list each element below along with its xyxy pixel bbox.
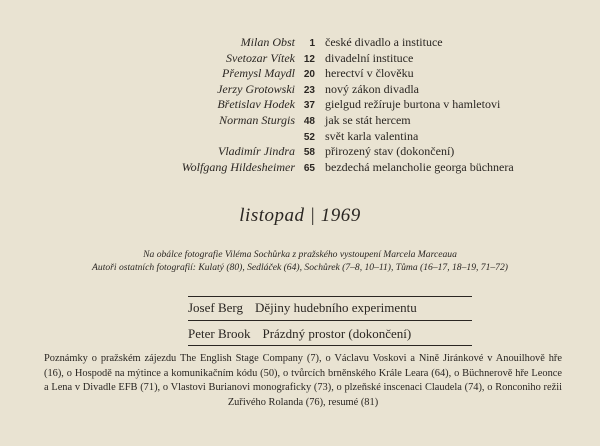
toc-author: Milan Obst — [240, 35, 295, 49]
toc-page-number: 20 — [303, 69, 315, 81]
other-photo-credits: Autoři ostatních fotografií: Kulatý (80), Sedláček (64), Sochůrek (7–8, 10–11), Tůma (16–17, 18–19, 71–72) — [92, 262, 508, 273]
toc-title: nový zákon divadla — [325, 81, 419, 96]
toc-title: divadelní instituce — [325, 50, 414, 65]
notes-paragraph: Poznámky o pražském zájezdu The English Stage Company (7), o Václavu Voskovi a Nině Jiránkové v Anouilhově hře (16), o Hospodě na mýtince a komunikačním kódu (50), o tvůrcích brněnského Krále Leara (64), o Büchnerově hře Leonce a Lena v Divadle EFB (71), o Vlastovi Burianovi monograficky (73), o plzeňské inscenaci Claudela (74), o Ronconiho režii Zuřivého Rolanda (76), resumé (81) — [44, 353, 562, 408]
toc-row — [150, 129, 580, 145]
toc-row — [150, 144, 580, 160]
toc-row — [150, 113, 580, 129]
issue-date: listopad | 1969 — [239, 205, 361, 226]
toc-page-number: 52 — [303, 131, 315, 143]
toc-row — [150, 82, 580, 98]
toc-title: české divadlo a instituce — [325, 35, 443, 49]
toc-author: Přemysl Maydl — [222, 66, 295, 81]
toc-page-number: 37 — [303, 100, 315, 112]
table-of-contents — [150, 35, 580, 175]
toc-page-number: 58 — [303, 147, 315, 159]
supplement-title: Prázdný prostor (dokončení) — [262, 326, 412, 341]
toc-row — [150, 97, 580, 113]
divider-rule — [188, 345, 472, 346]
toc-author: Břetislav Hodek — [217, 97, 295, 112]
toc-author: Vladimír Jindra — [218, 144, 295, 159]
supplement-entry — [188, 326, 472, 342]
toc-page-number: 12 — [303, 53, 315, 65]
supplement-author: Peter Brook — [188, 326, 251, 341]
toc-title: přirozený stav (dokončení) — [325, 144, 455, 159]
supplement-title: Dějiny hudebního experimentu — [255, 300, 417, 315]
toc-row — [150, 51, 580, 67]
toc-title: jak se stát hercem — [325, 112, 411, 127]
toc-row — [150, 66, 580, 82]
divider-rule — [188, 320, 472, 321]
supplement-author: Josef Berg — [188, 300, 244, 315]
toc-page-number: 65 — [303, 162, 315, 174]
supplement-entry — [188, 300, 472, 316]
toc-author: Norman Sturgis — [219, 112, 295, 127]
toc-title: svět karla valentina — [325, 128, 419, 143]
toc-title: herectví v člověku — [325, 66, 414, 81]
photo-credits — [0, 248, 600, 274]
toc-author: Jerzy Grotowski — [217, 81, 295, 96]
toc-author: Wolfgang Hildesheimer — [181, 159, 295, 174]
toc-title: gielgud režíruje burtona v hamletovi — [325, 97, 501, 112]
cover-photo-credit: Na obálce fotografie Viléma Sochůrka z pražského vystoupení Marcela Marceaua — [143, 249, 457, 260]
toc-title: bezdechá melancholie georga büchnera — [325, 159, 514, 174]
toc-row — [150, 35, 580, 51]
toc-page-number: 48 — [303, 115, 315, 127]
toc-page-number: 23 — [303, 84, 315, 96]
toc-author: Svetozar Vítek — [226, 50, 295, 65]
divider-rule — [188, 296, 472, 297]
toc-page-number: 1 — [309, 38, 315, 49]
toc-row — [150, 160, 580, 176]
